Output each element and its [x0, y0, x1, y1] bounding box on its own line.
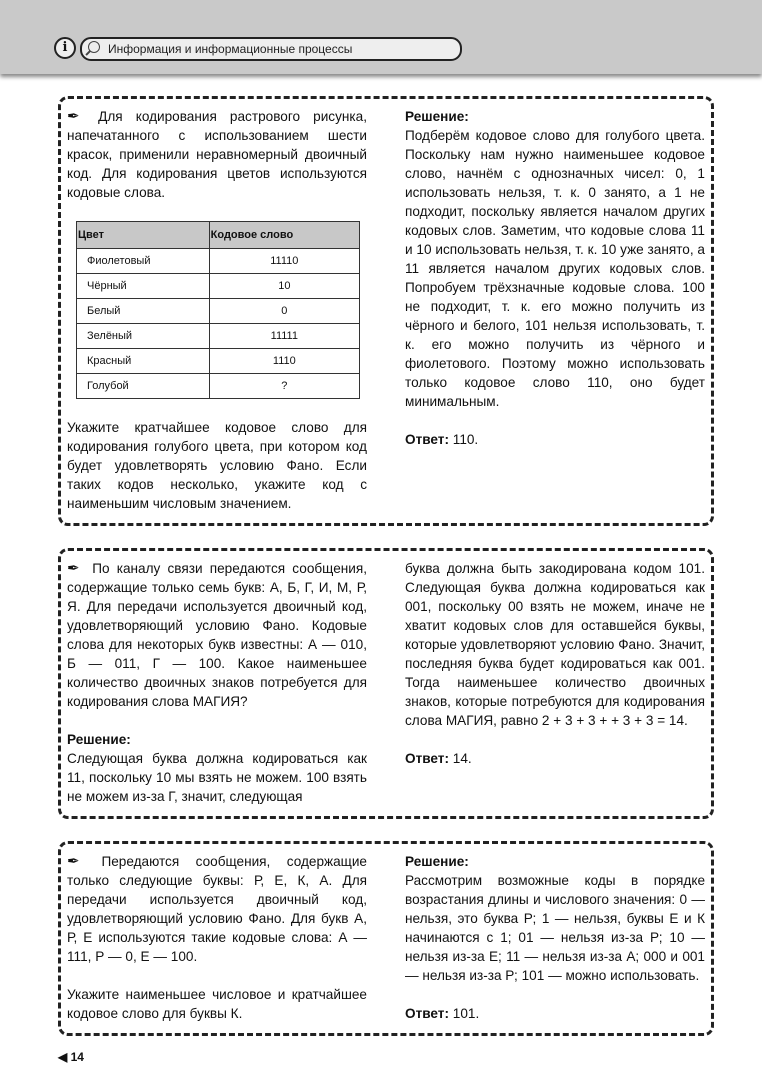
- header-bar: [0, 0, 762, 74]
- table-cell: Красный: [77, 349, 210, 374]
- table-cell: Чёрный: [77, 274, 210, 299]
- code-table: [76, 221, 360, 399]
- table-header: Цвет: [77, 222, 210, 249]
- answer-value: 110.: [452, 432, 479, 447]
- task3-solution: Рассмотрим возможные коды в порядке возрастания длины и числового значения: 0 — нельзя, это буква Р; 1 — нельзя, буквы Е и К начинаются с 1; 01 — нельзя из-за Р; 10 — нельзя из-за Е; 11 — нельзя из-за А; 000 и 001 — нельзя из-за Р; 101 — можно использовать.: [405, 873, 705, 983]
- task1-left: [67, 107, 367, 513]
- pen-icon: ✒: [67, 560, 80, 577]
- task1-right: [405, 107, 705, 513]
- task-box-1: [58, 96, 714, 526]
- task-box-2: [58, 548, 714, 819]
- table-cell: 11111: [209, 324, 359, 349]
- answer-label: Ответ:: [405, 751, 449, 766]
- table-row: [77, 374, 360, 399]
- solution-label: Решение:: [405, 854, 469, 869]
- pen-icon: ✒: [67, 108, 80, 125]
- table-cell: ?: [209, 374, 359, 399]
- task-box-3: [58, 841, 714, 1036]
- table-cell: Фиолетовый: [77, 249, 210, 274]
- task2-question: По каналу связи передаются сообщения, содержащие только семь букв: А, Б, Г, И, М, Р, Я. Для передачи используется двоичный код, удовлетворяющий условию Фано. Кодовые слова для некоторых букв известны: А — 010, Б — 011, Г — 100. Какое наименьшее количество двоичных знаков потребуется для кодирования слова МАГИЯ?: [67, 561, 367, 709]
- triangle-left-icon: ◀: [58, 1050, 68, 1064]
- topic-title: Информация и информационные процессы: [108, 42, 353, 56]
- task3-left: [67, 852, 367, 1023]
- page-number: 14: [70, 1050, 84, 1064]
- task2-solution-b: буква должна быть закодирована кодом 101. Следующая буква должна кодироваться как 001, поскольку 00 взять не можем, иначе не хватит кодовых слов для оставшейся буквы, которые удовлетворяют условию Фано. Значит, последняя буква будет кодироваться как 001. Тогда наименьшее количество двоичных знаков, которые потребуются для кодирования слова МАГИЯ, равно 2 + 3 + 3 + + 3 + 3 = 14.: [405, 561, 705, 728]
- table-cell: 1110: [209, 349, 359, 374]
- solution-label: Решение:: [67, 732, 131, 747]
- table-header: Кодовое слово: [209, 222, 359, 249]
- task2-left: [67, 559, 367, 806]
- table-cell: 11110: [209, 249, 359, 274]
- table-cell: Зелёный: [77, 324, 210, 349]
- table-cell: 10: [209, 274, 359, 299]
- table-cell: Голубой: [77, 374, 210, 399]
- table-row: [77, 349, 360, 374]
- task1-solution: Подберём кодовое слово для голубого цвета. Поскольку нам нужно наименьшее кодовое слово, начнём с однозначных чисел: 0, 1 использовать нельзя, т. к. 0 занято, а 1 не подходит, поскольку является началом других кодовых слов. Заметим, что кодовые слова 11 и 10 использовать нельзя, т. к. 10 уже занято, а 11 является началом других кодовых слов. Попробуем трёхзначные кодовые слова. 100 не подходит, т. к. его можно получить из чёрного и белого, 101 нельзя использовать, т. к. его можно получить из чёрного и фиолетового. Поэтому можно использовать только кодовое слово 110, оно будет минимальным.: [405, 128, 705, 409]
- answer-value: 14.: [452, 751, 472, 766]
- answer-label: Ответ:: [405, 1006, 449, 1021]
- answer-label: Ответ:: [405, 432, 449, 447]
- pen-icon: ✒: [67, 853, 80, 870]
- table-row: [77, 249, 360, 274]
- task3-right: [405, 852, 705, 1023]
- table-row: [77, 324, 360, 349]
- table-row: [77, 274, 360, 299]
- solution-label: Решение:: [405, 109, 469, 124]
- task2-right: [405, 559, 705, 806]
- page-footer: [58, 1050, 762, 1064]
- table-row: [77, 299, 360, 324]
- answer-value: 101.: [452, 1006, 480, 1021]
- task2-solution-a: Следующая буква должна кодироваться как 11, поскольку 10 мы взять не можем. 100 взять не можем из-за Г, значит, следующая: [67, 751, 367, 804]
- task1-question: Укажите кратчайшее кодовое слово для кодирования голубого цвета, при котором код будет удовлетворять условию Фано. Если таких кодов несколько, укажите код с наименьшим числовым значением.: [67, 420, 367, 511]
- topic-field: [80, 37, 462, 61]
- table-cell: 0: [209, 299, 359, 324]
- search-icon: [88, 41, 100, 53]
- task3-question2: Укажите наименьшее числовое и кратчайшее кодовое слово для буквы К.: [67, 987, 367, 1021]
- table-cell: Белый: [77, 299, 210, 324]
- info-icon: i: [54, 37, 76, 59]
- task3-question: Передаются сообщения, содержащие только следующие буквы: Р, Е, К, А. Для передачи используется двоичный код, удовлетворяющий условию Фано. Для букв А, Р, Е используются такие кодовые слова: А — 111, Р — 0, Е — 100.: [67, 854, 367, 964]
- task1-intro: Для кодирования растрового рисунка, напечатанного с использованием шести красок, применили неравномерный двоичный код. Для кодирования цветов используются кодовые слова.: [67, 109, 367, 200]
